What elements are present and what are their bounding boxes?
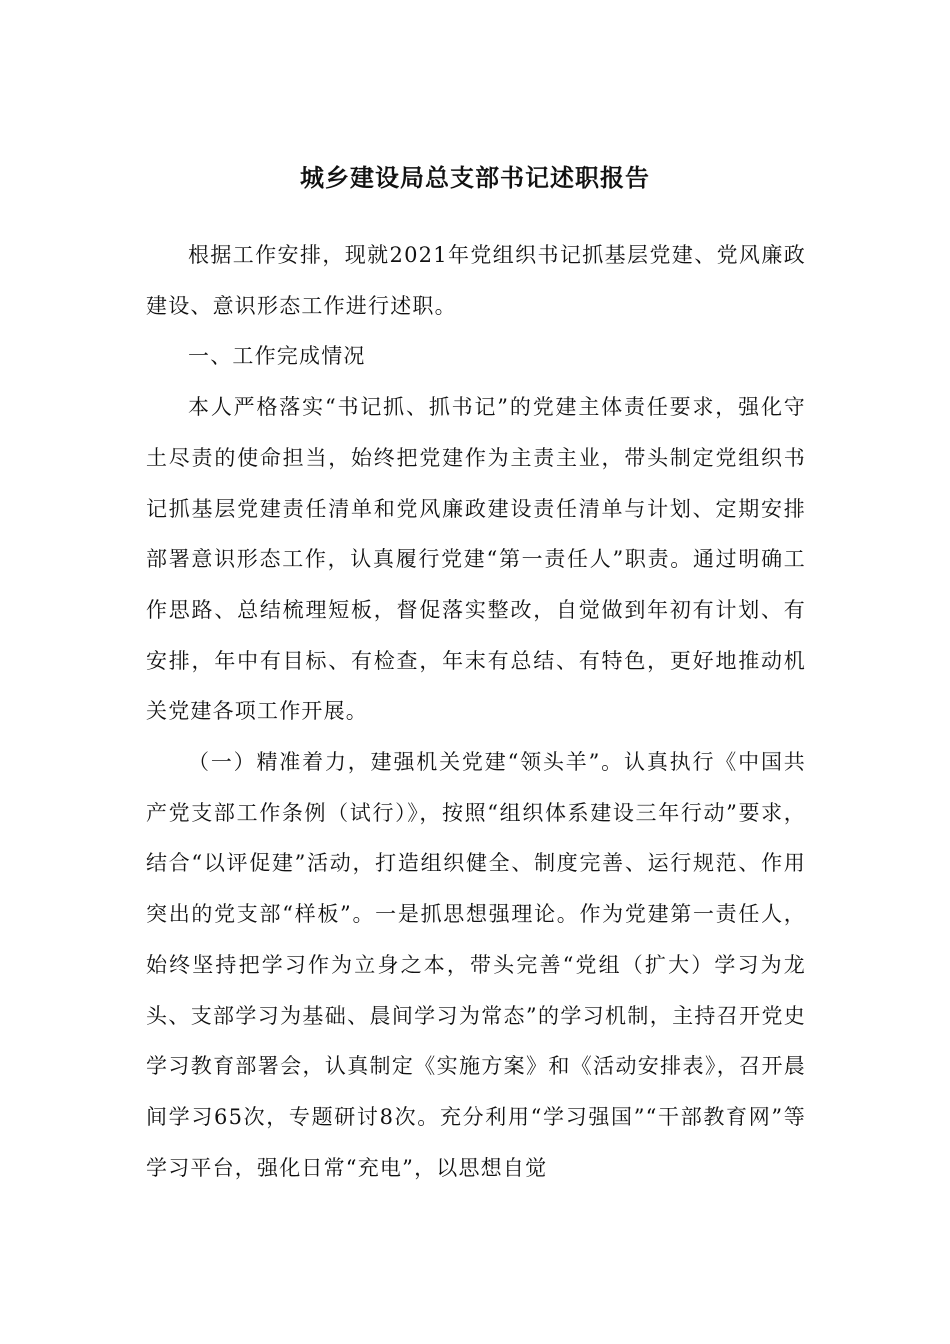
paragraph-overview: 本人严格落实“书记抓、抓书记”的党建主体责任要求，强化守土尽责的使命担当，始终把党建作为主责主业，带头制定党组织书记抓基层党建责任清单和党风廉政建设责任清单与计划、定期安排部署意识形态工作，认真履行党建“第一责任人”职责。通过明确工作思路、总结梳理短板，督促落实整改，自觉做到年初有计划、有安排，年中有目标、有检查，年末有总结、有特色，更好地推动机关党建各项工作开展。 — [146, 395, 806, 724]
section-heading: 一、工作完成情况 — [188, 344, 366, 369]
paragraph-subsection-1: （一）精准着力，建强机关党建“领头羊”。认真执行《中国共产党支部工作条例（试行）》，按照“组织体系建设三年行动”要求，结合“以评促建”活动，打造组织健全、制度完善、运行规范、作用突出的党支部“样板”。一是抓思想强理论。作为党建第一责任人，始终坚持把学习作为立身之本，带头完善“党组（扩大）学习为龙头、支部学习为基础、晨间学习为常态”的学习机制，主持召开党史学习教育部署会，认真制定《实施方案》和《活动安排表》，召开晨间学习65次，专题研讨8次。充分利用“学习强国”“干部教育网”等学习平台，强化日常“充电”，以思想自觉 — [146, 750, 806, 1180]
document-body — [146, 230, 806, 1193]
paragraph-intro: 根据工作安排，现就2021年党组织书记抓基层党建、党风廉政建设、意识形态工作进行述职。 — [146, 243, 806, 318]
document-title: 城乡建设局总支部书记述职报告 — [300, 163, 650, 192]
